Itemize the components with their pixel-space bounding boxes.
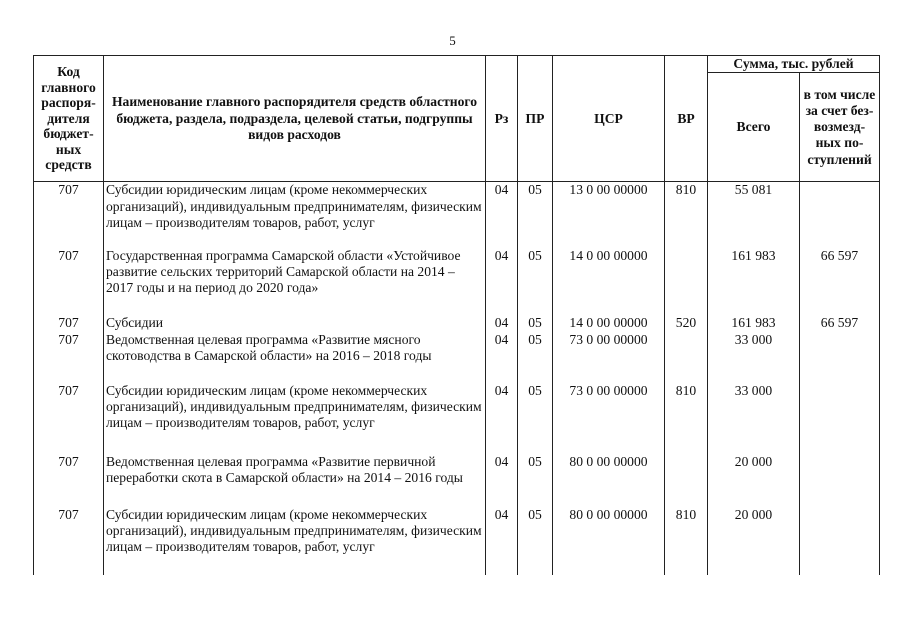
budget-table (33, 55, 880, 575)
cell-pr: 05 (518, 315, 553, 332)
header-gratis: в том числе за счет без-возмезд-ных по-ступлений (800, 73, 880, 182)
cell-csr: 14 0 00 00000 (553, 315, 665, 332)
cell-name: Государственная программа Самарской области «Устойчивое развитие сельских территорий Самарской области на 2014 – 2017 годы и на период до 2020 года» (104, 248, 486, 315)
cell-vr (665, 454, 708, 507)
cell-pr: 05 (518, 507, 553, 575)
cell-name: Субсидии юридическим лицам (кроме некоммерческих организаций), индивидуальным предпринимателям, физическим лицам – производителям товаров, работ, услуг (104, 383, 486, 454)
cell-rz: 04 (486, 315, 518, 332)
cell-pr: 05 (518, 182, 553, 248)
cell-name: Субсидии юридическим лицам (кроме некоммерческих организаций), индивидуальным предпринимателям, физическим лицам – производителям товаров, работ, услуг (104, 182, 486, 248)
header-rz: Рз (486, 56, 518, 182)
cell-vr: 810 (665, 507, 708, 575)
cell-code: 707 (34, 454, 104, 507)
cell-total: 20 000 (708, 454, 800, 507)
table-row (34, 332, 880, 383)
cell-gratis (800, 182, 880, 248)
page-number: 5 (449, 33, 456, 48)
cell-vr: 810 (665, 182, 708, 248)
cell-gratis (800, 454, 880, 507)
cell-pr: 05 (518, 383, 553, 454)
cell-code: 707 (34, 507, 104, 575)
cell-csr: 73 0 00 00000 (553, 383, 665, 454)
cell-name: Субсидии (104, 315, 486, 332)
cell-pr: 05 (518, 332, 553, 383)
cell-gratis (800, 332, 880, 383)
cell-code: 707 (34, 248, 104, 315)
table-row (34, 315, 880, 332)
table-row (34, 383, 880, 454)
cell-total: 161 983 (708, 315, 800, 332)
cell-rz: 04 (486, 383, 518, 454)
cell-pr: 05 (518, 454, 553, 507)
cell-total: 161 983 (708, 248, 800, 315)
header-pr: ПР (518, 56, 553, 182)
table-row (34, 182, 880, 248)
cell-code: 707 (34, 332, 104, 383)
cell-rz: 04 (486, 248, 518, 315)
cell-total: 55 081 (708, 182, 800, 248)
cell-name: Субсидии юридическим лицам (кроме некоммерческих организаций), индивидуальным предпринимателям, физическим лицам – производителям товаров, работ, услуг (104, 507, 486, 575)
cell-vr: 520 (665, 315, 708, 332)
header-csr: ЦСР (553, 56, 665, 182)
cell-pr: 05 (518, 248, 553, 315)
header-name: Наименование главного распорядителя средств областного бюджета, раздела, подраздела, целевой статьи, подгруппы видов расходов (104, 56, 486, 182)
cell-csr: 73 0 00 00000 (553, 332, 665, 383)
header-code: Код главного распоря-дителя бюджет-ных средств (34, 56, 104, 182)
header-sum-group: Сумма, тыс. рублей (708, 56, 880, 73)
cell-code: 707 (34, 315, 104, 332)
cell-csr: 80 0 00 00000 (553, 507, 665, 575)
cell-csr: 80 0 00 00000 (553, 454, 665, 507)
cell-total: 33 000 (708, 332, 800, 383)
table-row (34, 507, 880, 575)
cell-vr (665, 332, 708, 383)
cell-total: 33 000 (708, 383, 800, 454)
cell-vr (665, 248, 708, 315)
table-row (34, 248, 880, 315)
cell-gratis: 66 597 (800, 315, 880, 332)
cell-rz: 04 (486, 507, 518, 575)
cell-name: Ведомственная целевая программа «Развитие мясного скотоводства в Самарской области» на 2016 – 2018 годы (104, 332, 486, 383)
table-row (34, 454, 880, 507)
cell-gratis: 66 597 (800, 248, 880, 315)
cell-gratis (800, 507, 880, 575)
cell-rz: 04 (486, 332, 518, 383)
cell-csr: 13 0 00 00000 (553, 182, 665, 248)
cell-code: 707 (34, 383, 104, 454)
cell-rz: 04 (486, 182, 518, 248)
cell-csr: 14 0 00 00000 (553, 248, 665, 315)
header-vr: ВР (665, 56, 708, 182)
cell-rz: 04 (486, 454, 518, 507)
cell-vr: 810 (665, 383, 708, 454)
cell-gratis (800, 383, 880, 454)
header-total: Всего (708, 73, 800, 182)
cell-code: 707 (34, 182, 104, 248)
cell-name: Ведомственная целевая программа «Развитие первичной переработки скота в Самарской области» на 2014 – 2016 годы (104, 454, 486, 507)
cell-total: 20 000 (708, 507, 800, 575)
